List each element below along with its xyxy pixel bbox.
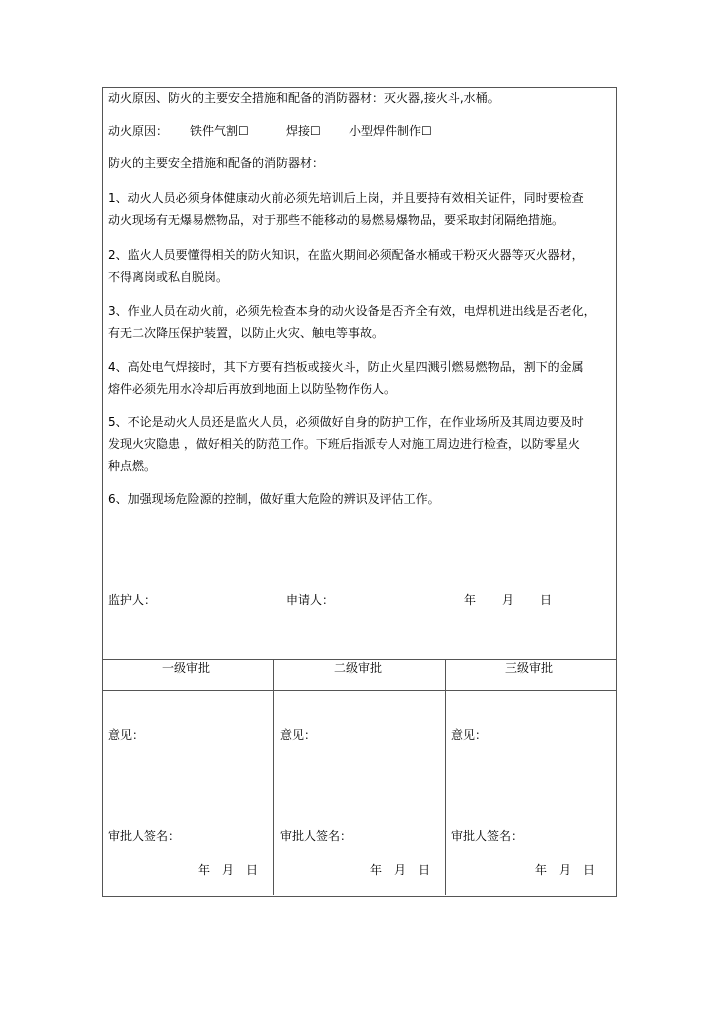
approval-date-1: 年 月 日 [198, 863, 259, 877]
divider [445, 659, 446, 895]
divider [273, 659, 274, 895]
measure-line: 5、不论是动火人员还是监火人员，必须做好自身的防护工作，在作业场所及其周边要及时 [108, 415, 584, 429]
approval-opinion-3: 意见： [451, 728, 488, 742]
measure-line: 4、高处电气焊接时，其下方要有挡板或接火斗，防止火星四溅引燃易燃物品，割下的金属 [108, 360, 584, 374]
measures-title: 防火的主要安全措施和配备的消防器材： [108, 156, 325, 170]
date-year: 年 [464, 593, 477, 607]
approval-signer-3: 审批人签名： [451, 829, 524, 843]
approval-signer-2: 审批人签名： [280, 829, 353, 843]
approval-opinion-1: 意见： [108, 728, 145, 742]
divider [102, 690, 616, 691]
approval-date-3: 年 月 日 [535, 863, 596, 877]
measure-line: 种点燃。 [108, 459, 157, 473]
approval-title-1: 一级审批 [162, 661, 211, 675]
approval-signer-1: 审批人签名： [108, 829, 181, 843]
approval-date-2: 年 月 日 [370, 863, 431, 877]
header-line: 动火原因、防火的主要安全措施和配备的消防器材：灭火器,接火斗,水桶。 [108, 91, 500, 105]
approval-title-2: 二级审批 [334, 661, 383, 675]
measure-line: 有无二次降压保护装置，以防止火灾、触电等事故。 [108, 326, 385, 340]
date-month: 月 [502, 593, 515, 607]
measure-line: 熔件必须先用水冷却后再放到地面上以防坠物作伤人。 [108, 382, 397, 396]
reason-label: 动火原因： [108, 124, 169, 138]
measure-line: 1、动火人员必须身体健康动火前必须先培训后上岗，并且要持有效相关证件，同时要检查 [108, 191, 584, 205]
date-day: 日 [540, 593, 553, 607]
measure-line: 3、作业人员在动火前，必须先检查本身的动火设备是否齐全有效，电焊机进出线是否老化， [108, 304, 596, 318]
measure-line: 不得离岗或私自脱岗。 [108, 270, 229, 284]
applicant-label: 申请人： [286, 593, 335, 607]
approval-opinion-2: 意见： [280, 728, 317, 742]
measure-line: 2、监火人员要懂得相关的防火知识，在监火期间必须配备水桶或干粉灭火器等灭火器材， [108, 248, 584, 262]
measure-line: 发现火灾隐患 ，做好相关的防范工作。下班后指派专人对施工周边进行检查，以防零星火 [108, 437, 580, 451]
reason-option-gas-cutting[interactable]: 铁件气割☐ [190, 124, 249, 138]
reason-option-welding[interactable]: 焊接☐ [286, 124, 321, 138]
divider [102, 659, 616, 660]
reason-option-small-welding[interactable]: 小型焊件制作☐ [349, 124, 432, 138]
guardian-label: 监护人： [108, 593, 157, 607]
approval-title-3: 三级审批 [505, 661, 554, 675]
measure-line: 6、加强现场危险源的控制，做好重大危险的辨识及评估工作。 [108, 492, 440, 506]
measure-line: 动火现场有无爆易燃物品，对于那些不能移动的易燃易爆物品，要采取封闭隔绝措施。 [108, 213, 565, 227]
